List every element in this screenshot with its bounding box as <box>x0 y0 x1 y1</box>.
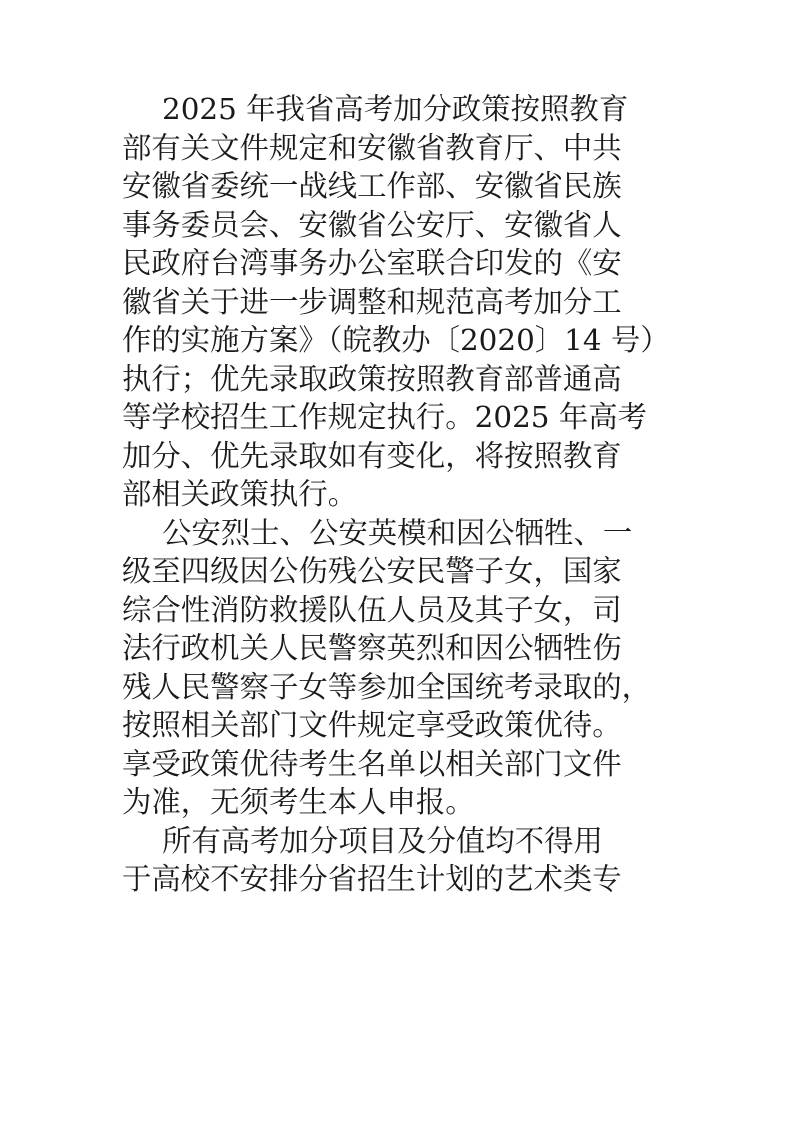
paragraph-line: 于高校不安排分省招生计划的艺术类专 <box>122 862 622 896</box>
paragraph-line: 按照相关部门文件规定享受政策优待。 <box>122 708 622 742</box>
paragraph-line: 法行政机关人民警察英烈和因公牺牲伤 <box>122 631 622 665</box>
paragraph-line: 加分、优先录取如有变化，将按照教育 <box>122 438 622 473</box>
document-body <box>122 90 682 899</box>
paragraph-line: 事务委员会、安徽省公安厅、安徽省人 <box>122 207 622 242</box>
paragraph-line: 徽省关于进一步调整和规范高考加分工 <box>122 284 622 319</box>
paragraph-line: 作的实施方案》（皖教办〔2020〕14 号） <box>122 323 670 357</box>
paragraph-line: 级至四级因公伤残公安民警子女，国家 <box>122 554 622 588</box>
paragraph-line: 为准，无须考生本人申报。 <box>122 785 475 819</box>
paragraph-line: 残人民警察子女等参加全国统考录取的， <box>122 669 652 704</box>
paragraph-line: 部相关政策执行。 <box>122 477 358 511</box>
paragraph-line: 民政府台湾事务办公室联合印发的《安 <box>122 246 622 280</box>
paragraph-line: 安徽省委统一战线工作部、安徽省民族 <box>122 169 622 203</box>
paragraph-line: 2025 年我省高考加分政策按照教育 <box>162 92 629 126</box>
paragraph-2 <box>122 514 682 822</box>
paragraph-1 <box>122 90 682 514</box>
paragraph-line: 公安烈士、公安英模和因公牺牲、一 <box>162 515 633 550</box>
paragraph-line: 所有高考加分项目及分值均不得用 <box>162 823 603 858</box>
paragraph-line: 执行；优先录取政策按照教育部普通高 <box>122 361 622 396</box>
paragraph-line: 等学校招生工作规定执行。2025 年高考 <box>122 400 647 434</box>
paragraph-line: 部有关文件规定和安徽省教育厅、中共 <box>122 130 622 165</box>
paragraph-line: 享受政策优待考生名单以相关部门文件 <box>122 746 622 781</box>
paragraph-3 <box>122 822 682 899</box>
paragraph-line: 综合性消防救援队伍人员及其子女，司 <box>122 592 622 627</box>
